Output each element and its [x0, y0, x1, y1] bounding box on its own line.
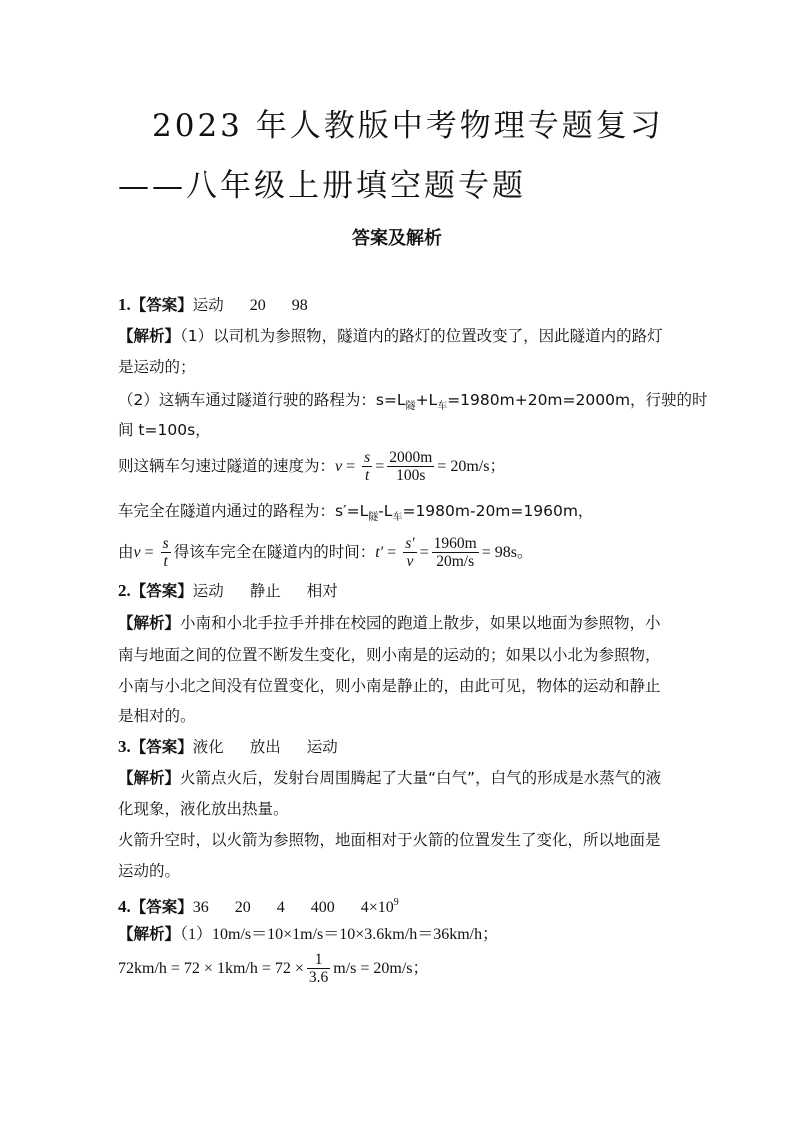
q4-analysis-line1: 【解析】（1）10m/s＝10×1m/s＝10×3.6km/h＝36km/h；: [118, 925, 499, 943]
q2-analysis-line4: 是相对的。: [118, 707, 196, 725]
q1-speed-formula: 则这辆车匀速过隧道的速度为：v = $\frac{s}{t}$ = $\frac{2000m}{100s}$ = 20m/s；: [118, 449, 506, 484]
q2-analysis-line3: 小南与小北之间没有位置变化，则小南是静止的，由此可见，物体的运动和静止: [118, 677, 661, 695]
fraction-1-over-3-6: $\frac{1}{3.6}$: [308, 951, 329, 986]
document-title-line1: 2023 年人教版中考物理专题复习: [152, 108, 664, 144]
answer-tag: 【答案】: [130, 296, 193, 314]
q1-analysis-line6: 车完全在隧道内通过的路程为：$s'=L_隧-L_车=1980m-20m=1960m$，: [118, 502, 594, 523]
analysis-tag: 【解析】: [118, 327, 181, 345]
q1-analysis-line2: 是运动的；: [118, 358, 196, 376]
q1-time-formula: 由v = $\frac{s}{t}$ 得该车完全在隧道内的时间：t′ = $\frac{s'}{v}$ = $\frac{1960m}{20m/s}$ = 98s。: [118, 535, 533, 570]
q2-number: 2.: [118, 581, 131, 600]
q3-analysis-line4: 运动的。: [118, 862, 181, 880]
document-title-line2: ——八年级上册填空题专题: [118, 168, 526, 204]
q3-analysis-line3: 火箭升空时，以火箭为参照物，地面相对于火箭的位置发生了变化，所以地面是: [118, 831, 661, 849]
q4-number: 4.: [118, 897, 131, 916]
q3-number: 3.: [118, 737, 131, 756]
q1-analysis-line3: （2）这辆车通过隧道行驶的路程为：$s=L_隧+L_车=1980m+20m=2000m$，行驶的时: [118, 391, 708, 412]
fraction-sp-over-v: $\frac{s'}{v}$: [405, 535, 415, 570]
fraction-2000-over-100: $\frac{2000m}{100s}$: [389, 449, 433, 484]
q3-analysis-line2: 化现象，液化放出热量。: [118, 800, 289, 818]
q1-answer-line: [118, 295, 688, 316]
q4-conversion-formula: 72km/h = 72 × 1km/h = 72 × $\frac{1}{3.6}$ m/s = 20m/s；: [118, 951, 429, 986]
q2-analysis-line2: 南与地面之间的位置不断发生变化，则小南是的运动的；如果以小北为参照物，: [118, 646, 661, 664]
section-subtitle: 答案及解析: [352, 228, 442, 249]
q1-answer-2: 20: [249, 297, 266, 314]
fraction-1960-over-20: $\frac{1960m}{20m/s}$: [433, 535, 477, 570]
q1-answer-3: 98: [291, 297, 308, 314]
q1-number: 1.: [118, 295, 131, 314]
q1-analysis-line4: 间 t=100s，: [118, 421, 211, 439]
q1-answer-1: 运动: [192, 296, 224, 314]
q3-answer-line: 3.【答案】液化 放出 运动: [118, 737, 338, 756]
q2-analysis-line1: 【解析】小南和小北手拉手并排在校园的跑道上散步，如果以地面为参照物，小: [118, 614, 661, 632]
fraction-s-over-t-2: $\frac{s}{t}$: [162, 535, 169, 570]
q2-answer-line: 2.【答案】运动 静止 相对: [118, 581, 338, 600]
q4-answer-line: 4.【答案】36 20 4 400 $4\times 10^9$: [118, 897, 399, 916]
q1-analysis-line1: 【解析】（1）以司机为参照物，隧道内的路灯的位置改变了，因此隧道内的路灯: [118, 327, 663, 345]
q3-analysis-line1: 【解析】火箭点火后，发射台周围腾起了大量“白气”，白气的形成是水蒸气的液: [118, 769, 662, 787]
fraction-s-over-t: $\frac{s}{t}$: [364, 449, 371, 484]
